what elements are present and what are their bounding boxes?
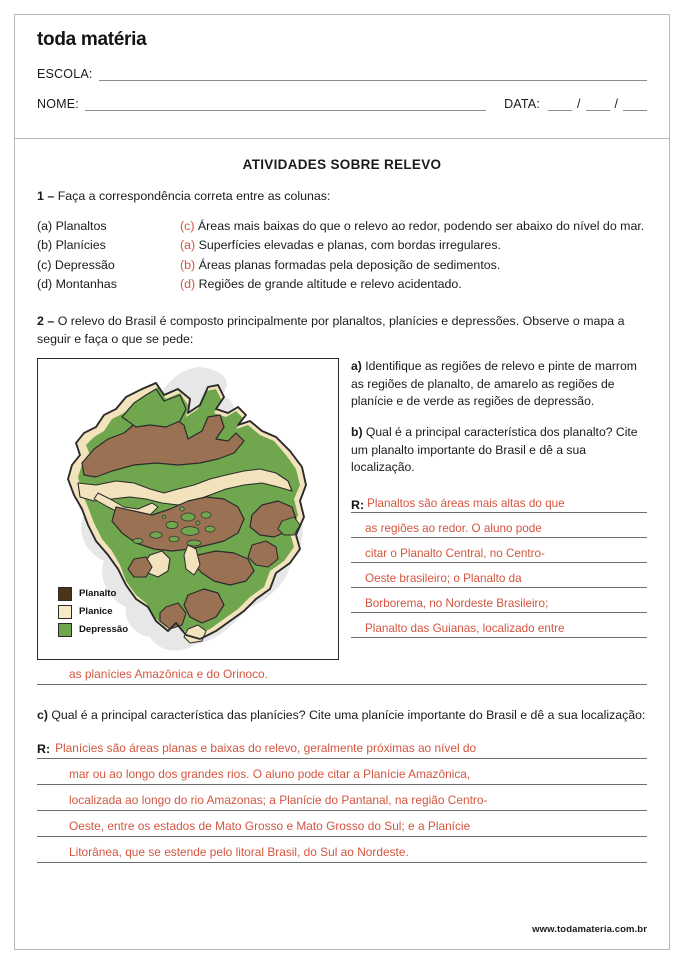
question-1-matching [37, 217, 647, 295]
question-2a-text: Identifique as regiões de relevo e pinte de marrom as regiões de planalto, de amarelo as regiões de planície e de verde as regiões de depressão. [351, 358, 637, 409]
worksheet-content [15, 139, 669, 863]
matching-right-item [180, 217, 647, 237]
answer-text: as regiões ao redor. O aluno pode [365, 521, 542, 535]
answer-text: as planícies Amazônica e do Orinoco. [69, 666, 268, 681]
question-2-prompt [37, 313, 647, 349]
question-2-right-column [339, 358, 647, 638]
matching-left-item: (a) Planaltos [37, 218, 107, 233]
answer-text: Planaltos são áreas mais altas do que [367, 496, 565, 510]
data-day-input[interactable] [548, 98, 572, 111]
answer-line[interactable] [37, 811, 647, 837]
matching-right-text: Regiões de grande altitude e relevo acidentado. [198, 277, 462, 292]
question-2c-answer [37, 733, 647, 863]
worksheet-page [14, 14, 670, 950]
answer-text: Planícies são áreas planas e baixas do relevo, geralmente próximas ao nível do [55, 740, 477, 755]
answer-marker: R: [37, 741, 51, 756]
question-2a-marker: a) [351, 358, 362, 373]
question-1-number: 1 – [37, 189, 55, 203]
question-2-text: O relevo do Brasil é composto principalmente por planaltos, planícies e depressões. Observe o mapa a seguir e faça o que se pede: [37, 313, 625, 346]
data-year-input[interactable] [623, 98, 647, 111]
question-2-map-zone [37, 358, 647, 660]
answer-line[interactable] [37, 733, 647, 759]
legend-swatch-depressao [58, 623, 72, 637]
legend-label: Planice [79, 606, 113, 618]
escola-label: ESCOLA: [37, 67, 93, 81]
map-legend [58, 587, 128, 641]
answer-line[interactable] [351, 513, 647, 538]
answer-text: Oeste brasileiro; o Planalto da [365, 571, 522, 585]
matching-left-item: (d) Montanhas [37, 277, 117, 292]
answer-line[interactable] [37, 837, 647, 863]
legend-swatch-planalto [58, 587, 72, 601]
nome-data-field-row [37, 97, 647, 111]
answer-line[interactable] [351, 488, 647, 513]
legend-label: Depressão [79, 624, 129, 636]
data-slash-1: / [577, 97, 581, 111]
matching-left-item: (c) Depressão [37, 257, 115, 272]
data-label: DATA: [504, 97, 541, 111]
footer-url: www.todamateria.com.br [532, 924, 647, 935]
data-field [504, 97, 647, 111]
answer-text: Oeste, entre os estados de Mato Grosso e Mato Grosso do Sul; e a Planície [69, 818, 471, 833]
matching-answer-letter: (d) [180, 277, 196, 292]
matching-answer-letter: (b) [180, 257, 196, 272]
legend-item [58, 587, 128, 601]
matching-left-item: (b) Planícies [37, 238, 106, 253]
question-2c-marker: c) [37, 707, 48, 722]
question-2b-marker: b) [351, 425, 363, 440]
question-2a [351, 358, 647, 411]
page-title: ATIVIDADES SOBRE RELEVO [242, 157, 442, 172]
answer-text: Borborema, no Nordeste Brasileiro; [365, 596, 549, 610]
question-1-prompt [37, 188, 647, 206]
matching-right-text: Áreas mais baixas do que o relevo ao redor, podendo ser abaixo do nível do mar. [197, 218, 645, 233]
answer-line[interactable] [37, 785, 647, 811]
answer-line[interactable] [37, 759, 647, 785]
legend-swatch-planice [58, 605, 72, 619]
answer-text: localizada ao longo do rio Amazonas; a Planície do Pantanal, na região Centro- [69, 792, 488, 807]
question-2-number: 2 – [37, 313, 55, 328]
answer-line[interactable] [351, 538, 647, 563]
data-slash-2: / [614, 97, 618, 111]
matching-answer-letter: (c) [180, 218, 195, 233]
legend-item [58, 623, 128, 637]
question-2c-text: Qual é a principal característica das planícies? Cite uma planície importante do Brasil e dê a sua localização: [51, 707, 646, 722]
question-2b-answer [351, 488, 647, 638]
matching-right-text: Áreas planas formadas pela deposição de sedimentos. [198, 257, 501, 272]
question-2b [351, 424, 647, 477]
matching-right-item [180, 236, 647, 256]
answer-marker: R: [351, 498, 365, 513]
escola-input-line[interactable] [99, 68, 647, 81]
question-2c [37, 707, 647, 725]
answer-line[interactable] [351, 563, 647, 588]
question-2b-text: Qual é a principal característica dos planalto? Cite um planalto importante do Brasil e dê a sua localização. [351, 425, 638, 475]
worksheet-header [15, 15, 669, 139]
answer-text: mar ou ao longo dos grandes rios. O aluno pode citar a Planície Amazônica, [69, 766, 471, 781]
brazil-relief-map [37, 358, 339, 660]
matching-right-item [180, 275, 647, 295]
matching-right-item [180, 256, 647, 276]
answer-text: Planalto das Guianas, localizado entre [365, 621, 565, 635]
answer-text: Litorânea, que se estende pelo litoral Brasil, do Sul ao Nordeste. [69, 844, 409, 859]
matching-left-column [37, 217, 180, 295]
brand-logo: toda matéria [37, 29, 147, 50]
nome-input-line[interactable] [85, 98, 486, 111]
legend-label: Planalto [79, 588, 117, 600]
answer-line[interactable] [351, 613, 647, 638]
answer-line[interactable] [351, 588, 647, 613]
matching-right-column [180, 217, 647, 295]
matching-answer-letter: (a) [180, 238, 196, 253]
data-month-input[interactable] [586, 98, 610, 111]
answer-text: citar o Planalto Central, no Centro- [365, 546, 545, 560]
matching-right-text: Superfícies elevadas e planas, com bordas irregulares. [198, 238, 501, 253]
question-1-text: Faça a correspondência correta entre as colunas: [57, 189, 331, 203]
legend-item [58, 605, 128, 619]
escola-field-row [37, 67, 647, 81]
spacer [351, 411, 647, 424]
nome-label: NOME: [37, 97, 79, 111]
answer-line-continuation[interactable] [37, 660, 647, 685]
